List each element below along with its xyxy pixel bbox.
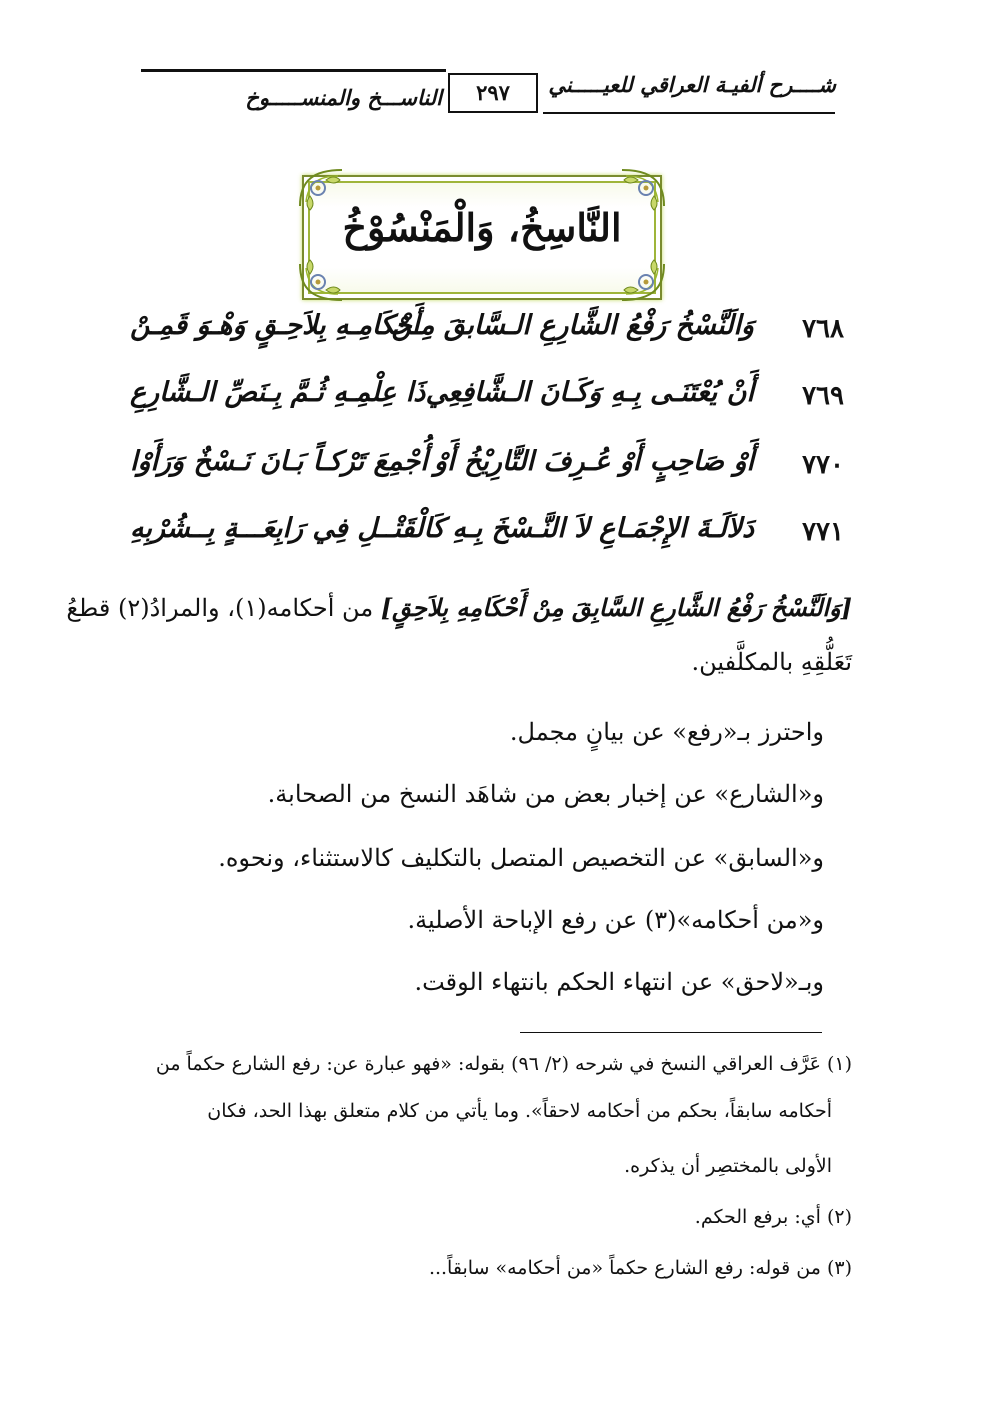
verse-first-hemistich: أَنْ يُعْتَنَـى بِـهِ وَكَـانَ الـشَّافِعِي [425, 377, 754, 408]
page-number: ٢٩٧ [448, 73, 538, 113]
footnote-1-cont: الأولى بالمختصِر أن يذكره. [624, 1155, 832, 1177]
verse-first-hemistich: دَلاَلَـةَ الإِجْمَـاعِ لاَ النَّـسْخَ بِـهِ [452, 513, 754, 544]
header-section-title: الناســـخ والمنســـــوخ [245, 85, 442, 110]
verse-second-hemistich: أُجْمِعَ تَرْكـاً بَـانَ نَـسْخٌ وَرَأَوْا [130, 446, 428, 477]
header-book-title: شــــرح ألفيـة العراقي للعيـــــني [548, 72, 836, 97]
commentary-paragraph-3: و«الشارع» عن إخبار بعض من شاهَد النسخ من الصحابة. [267, 780, 824, 808]
commentary-paragraph-2: واحترز بـ«رفع» عن بيانٍ مجمل. [509, 718, 824, 746]
commentary-paragraph-1 [66, 586, 852, 630]
commentary-paragraph-1-cont: تَعَلُّقِهِ بالمكلَّفين. [691, 648, 852, 676]
chapter-title: النَّاسِخُ، وَالْمَنْسُوْخُ [342, 205, 622, 250]
footnote-separator [520, 1032, 822, 1033]
verse-number: ٧٧٠ [802, 450, 844, 480]
footnote-3: (٣) من قوله: رفع الشارع حكماً «من أحكامه» سابقاً... [428, 1257, 852, 1279]
verse-second-hemistich: كَالْقَتْــلِ فِي رَابِعَـــةٍ بِــشُرْبِهِ [130, 513, 445, 544]
commentary-paragraph-6: وبـ«لاحق» عن انتهاء الحكم بانتهاء الوقت. [414, 968, 824, 996]
header-rule-left [141, 69, 446, 72]
footnote-2: (٢) أي: برفع الحكم. [694, 1206, 852, 1228]
commentary-paragraph-5: و«من أحكامه»(٣) عن رفع الإباحة الأصلية. [407, 906, 824, 934]
verse-first-hemistich: وَالَنَّسْخُ رَفْعُ الشَّارِعِ الـسَّابقَ مِـنْ [391, 310, 754, 341]
commentary-paragraph-4: و«السابق» عن التخصيص المتصل بالتكليف كالاستثناء، ونحوه. [218, 844, 824, 872]
verse-number: ٧٦٨ [802, 314, 844, 344]
verse-number: ٧٦٩ [802, 381, 844, 411]
corner-ornament-bottom-right [612, 258, 668, 304]
commentary-text: من أحكامه(١)، والمرادُ(٢) قطعُ [66, 594, 381, 622]
verse-number: ٧٧١ [802, 517, 844, 547]
quoted-verse: [وَالَنَّسْخُ رَفْعُ الشَّارِعِ السَّابِقَ مِنْ أَحْكَامِهِ بِلاَحِقٍ] [380, 593, 852, 622]
verse-second-hemistich: ذَا عِلْمِـهِ ثُـمَّ بِـنَصِّ الـشَّارِعِ [130, 377, 426, 408]
verse-second-hemistich: أَحْكَامِـهِ بِلاَحِـقٍ وَهْـوَ قَمِـنْ [130, 310, 420, 341]
corner-ornament-bottom-left [296, 258, 352, 304]
verse-first-hemistich: أَوْ صَاحِبٍ أَوْ عُـرِفَ التَّارِيْخُ أَوْ [434, 446, 754, 477]
footnote-1: (١) عَرَّف العراقي النسخ في شرحه (٢/ ٩٦) بقوله: «فهو عبارة عن: رفع الشارع حكماً من [155, 1053, 852, 1075]
footnote-1-cont: أحكامه سابقاً، بحكم من أحكامه لاحقاً». وما يأتي من كلام متعلق بهذا الحد، فكان [207, 1100, 832, 1122]
header-rule-right [543, 112, 835, 114]
